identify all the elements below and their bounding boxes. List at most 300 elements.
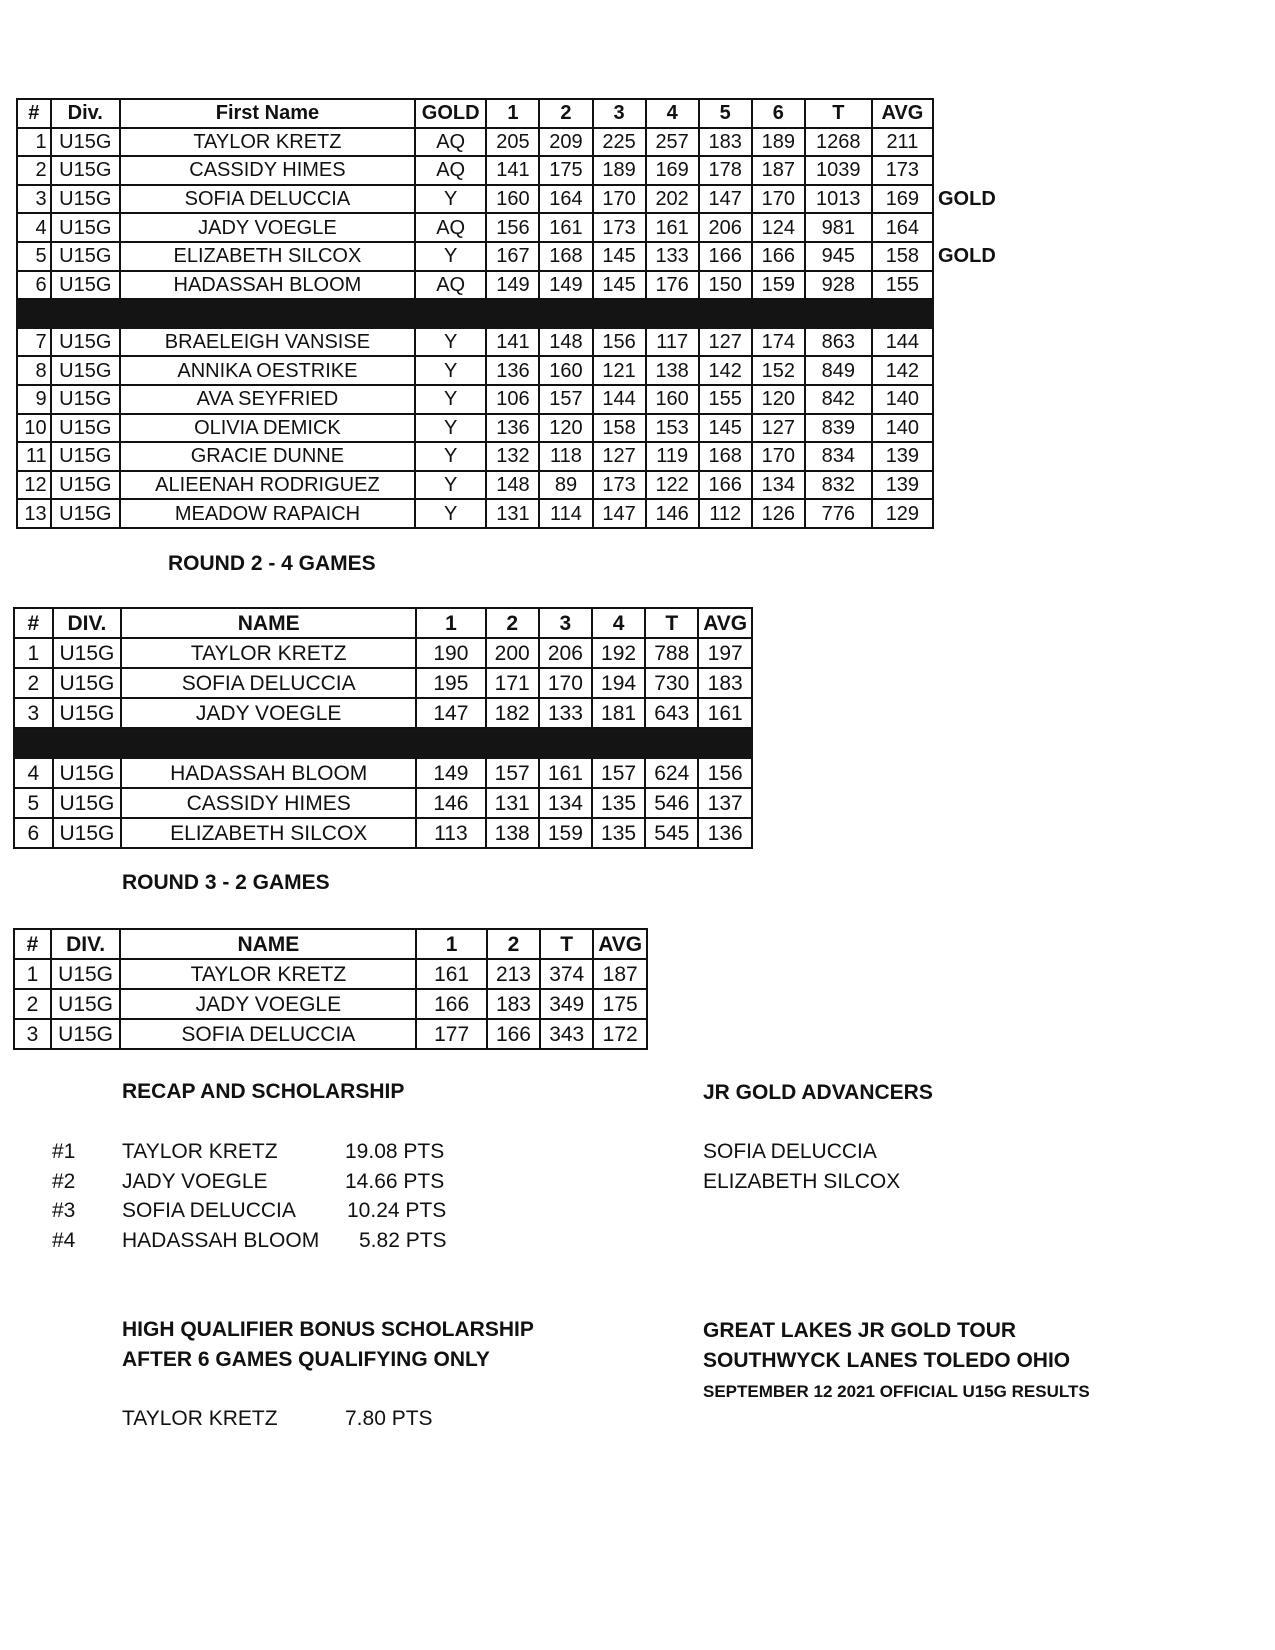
table-cell: 849 [805, 356, 872, 385]
table-cell: 624 [645, 758, 698, 788]
table-cell: U15G [51, 185, 120, 214]
table-cell: U15G [53, 698, 121, 728]
gold-flag-row5: GOLD [938, 245, 996, 267]
table-cell: 124 [752, 213, 805, 242]
col-div-header: DIV. [53, 608, 121, 638]
table-row [17, 471, 933, 500]
table-cell: 160 [486, 185, 539, 214]
table-row [17, 442, 933, 471]
table-cell: 145 [699, 414, 752, 443]
table-row [17, 185, 933, 214]
table-cell: U15G [51, 356, 120, 385]
table-cell: 2 [17, 156, 51, 185]
table-cell: 161 [539, 213, 592, 242]
table-cell: 834 [805, 442, 872, 471]
table-cell: 546 [645, 788, 698, 818]
table-cell: AQ [415, 271, 486, 300]
table-cell: 182 [486, 698, 539, 728]
table-cell: 145 [593, 242, 646, 271]
round1-header-row [17, 99, 933, 128]
table-cell: 146 [646, 499, 699, 528]
table-cell: U15G [53, 818, 121, 848]
table-cell: 113 [416, 818, 485, 848]
table-cell: 175 [539, 156, 592, 185]
table-cell: U15G [51, 989, 120, 1019]
table-cell: 133 [646, 242, 699, 271]
table-cell: 643 [645, 698, 698, 728]
table-cell: 863 [805, 328, 872, 357]
table-cell: 149 [539, 271, 592, 300]
table-cell: 127 [699, 328, 752, 357]
table-cell: 839 [805, 414, 872, 443]
table-row [14, 788, 752, 818]
advancer-name: SOFIA DELUCCIA [703, 1140, 877, 1163]
table-cell: 148 [539, 328, 592, 357]
table-cell: 156 [486, 213, 539, 242]
table-cell: 147 [699, 185, 752, 214]
table-cell: 2 [14, 668, 53, 698]
bonus-name: TAYLOR KRETZ [122, 1407, 278, 1430]
table-cell: 135 [592, 818, 645, 848]
table-cell: 139 [872, 442, 933, 471]
table-cell: 13 [17, 499, 51, 528]
table-cell: 134 [539, 788, 592, 818]
table-cell: 166 [487, 1019, 540, 1049]
table-cell: 170 [593, 185, 646, 214]
table-cell: Y [415, 356, 486, 385]
table-cell: CASSIDY HIMES [120, 156, 415, 185]
table-cell: 166 [752, 242, 805, 271]
event-date-results: SEPTEMBER 12 2021 OFFICIAL U15G RESULTS [703, 1382, 1090, 1401]
recap-rank: #3 [52, 1199, 76, 1222]
table-row [17, 385, 933, 414]
table-cell: 166 [699, 471, 752, 500]
col-game1-header: 1 [416, 608, 485, 638]
col-game5-header: 5 [699, 99, 752, 128]
col-rank-header: # [17, 99, 51, 128]
table-cell: CASSIDY HIMES [121, 788, 416, 818]
table-cell: 161 [698, 698, 752, 728]
table-cell: 5 [17, 242, 51, 271]
table-cell: 175 [593, 989, 647, 1019]
table-cell: 149 [486, 271, 539, 300]
recap-points: 10.24 PTS [347, 1199, 447, 1222]
table-cell: 3 [17, 185, 51, 214]
table-cell: U15G [51, 414, 120, 443]
table-cell: SOFIA DELUCCIA [121, 668, 416, 698]
round3-title: ROUND 3 - 2 GAMES [122, 871, 330, 894]
recap-rank: #2 [52, 1170, 76, 1193]
table-cell: 136 [486, 356, 539, 385]
table-cell: 6 [14, 818, 53, 848]
round2-title: ROUND 2 - 4 GAMES [168, 552, 376, 575]
table-cell: 147 [593, 499, 646, 528]
table-cell: U15G [51, 385, 120, 414]
table-cell: 8 [17, 356, 51, 385]
col-name-header: First Name [120, 99, 415, 128]
table-cell: 194 [592, 668, 645, 698]
table-cell: 150 [699, 271, 752, 300]
cut-line-separator [14, 728, 752, 758]
bonus-title-line1: HIGH QUALIFIER BONUS SCHOLARSHIP [122, 1318, 534, 1341]
table-cell: 120 [539, 414, 592, 443]
table-cell: 164 [872, 213, 933, 242]
table-cell: ELIZABETH SILCOX [120, 242, 415, 271]
table-cell: 138 [486, 818, 539, 848]
table-cell: 139 [872, 471, 933, 500]
table-cell: 200 [486, 638, 539, 668]
table-cell: 2 [14, 989, 51, 1019]
table-cell: 157 [486, 758, 539, 788]
table-cell: 197 [698, 638, 752, 668]
table-row [14, 1019, 647, 1049]
table-cell: U15G [51, 959, 120, 989]
table-cell: 166 [699, 242, 752, 271]
round2-table [13, 607, 753, 849]
table-cell: Y [415, 499, 486, 528]
table-cell: 1 [14, 959, 51, 989]
table-cell: 1268 [805, 128, 872, 157]
table-cell: AQ [415, 213, 486, 242]
table-cell: TAYLOR KRETZ [120, 959, 416, 989]
table-cell: 137 [698, 788, 752, 818]
round2-header-row [14, 608, 752, 638]
col-game2-header: 2 [486, 608, 539, 638]
recap-points: 5.82 PTS [359, 1229, 447, 1252]
col-game2-header: 2 [487, 929, 540, 959]
table-cell: 183 [698, 668, 752, 698]
table-cell: Y [415, 414, 486, 443]
table-cell: 211 [872, 128, 933, 157]
table-cell: 89 [539, 471, 592, 500]
table-cell: 153 [646, 414, 699, 443]
recap-name: HADASSAH BLOOM [122, 1229, 320, 1252]
table-cell: 146 [416, 788, 485, 818]
table-cell: 126 [752, 499, 805, 528]
col-game3-header: 3 [539, 608, 592, 638]
table-cell: 205 [486, 128, 539, 157]
col-div-header: Div. [51, 99, 120, 128]
table-cell: 132 [486, 442, 539, 471]
col-game1-header: 1 [486, 99, 539, 128]
table-cell: 174 [752, 328, 805, 357]
table-cell: AVA SEYFRIED [120, 385, 415, 414]
col-rank-header: # [14, 929, 51, 959]
table-cell: Y [415, 471, 486, 500]
table-cell: 138 [646, 356, 699, 385]
table-cell: 118 [539, 442, 592, 471]
table-cell: U15G [51, 328, 120, 357]
table-row [14, 698, 752, 728]
table-cell: 842 [805, 385, 872, 414]
table-row [17, 242, 933, 271]
table-row [17, 356, 933, 385]
col-game4-header: 4 [646, 99, 699, 128]
table-cell: 183 [487, 989, 540, 1019]
table-row [14, 818, 752, 848]
advancers-title: JR GOLD ADVANCERS [703, 1081, 933, 1104]
table-row [17, 499, 933, 528]
table-cell: 4 [14, 758, 53, 788]
table-row [17, 328, 933, 357]
table-cell: GRACIE DUNNE [120, 442, 415, 471]
table-cell: 170 [752, 185, 805, 214]
table-cell: 127 [752, 414, 805, 443]
table-cell: 120 [752, 385, 805, 414]
table-cell: 161 [646, 213, 699, 242]
table-cell: 213 [487, 959, 540, 989]
table-cell: 173 [872, 156, 933, 185]
table-cell: 170 [752, 442, 805, 471]
table-row [14, 758, 752, 788]
recap-title: RECAP AND SCHOLARSHIP [122, 1080, 405, 1103]
col-game2-header: 2 [539, 99, 592, 128]
col-total-header: T [645, 608, 698, 638]
event-tour-name: GREAT LAKES JR GOLD TOUR [703, 1319, 1017, 1342]
table-cell: 11 [17, 442, 51, 471]
table-cell: 173 [593, 213, 646, 242]
col-game1-header: 1 [416, 929, 486, 959]
table-row [17, 128, 933, 157]
table-cell: U15G [51, 499, 120, 528]
table-cell: 195 [416, 668, 485, 698]
table-cell: 167 [486, 242, 539, 271]
table-cell: HADASSAH BLOOM [121, 758, 416, 788]
table-cell: 6 [17, 271, 51, 300]
table-cell: 144 [593, 385, 646, 414]
cut-line-bar [14, 728, 752, 758]
table-cell: 178 [699, 156, 752, 185]
table-cell: 10 [17, 414, 51, 443]
table-cell: 141 [486, 328, 539, 357]
col-gold-header: GOLD [415, 99, 486, 128]
table-row [14, 989, 647, 1019]
table-cell: 134 [752, 471, 805, 500]
table-cell: 169 [872, 185, 933, 214]
table-row [17, 213, 933, 242]
table-row [17, 271, 933, 300]
table-cell: 1013 [805, 185, 872, 214]
table-cell: TAYLOR KRETZ [121, 638, 416, 668]
table-cell: 159 [539, 818, 592, 848]
table-cell: 136 [486, 414, 539, 443]
table-cell: 1 [17, 128, 51, 157]
table-cell: AQ [415, 128, 486, 157]
table-cell: 129 [872, 499, 933, 528]
table-row [17, 414, 933, 443]
table-cell: HADASSAH BLOOM [120, 271, 415, 300]
table-cell: 114 [539, 499, 592, 528]
table-cell: 171 [486, 668, 539, 698]
cut-line-bar [17, 299, 933, 328]
table-cell: 155 [699, 385, 752, 414]
table-cell: 142 [699, 356, 752, 385]
table-cell: 206 [699, 213, 752, 242]
table-cell: 149 [416, 758, 485, 788]
table-cell: 158 [593, 414, 646, 443]
table-cell: JADY VOEGLE [120, 989, 416, 1019]
recap-points: 14.66 PTS [345, 1170, 445, 1193]
col-name-header: NAME [120, 929, 416, 959]
table-cell: 158 [872, 242, 933, 271]
table-cell: U15G [51, 271, 120, 300]
table-cell: U15G [53, 758, 121, 788]
table-cell: 159 [752, 271, 805, 300]
table-cell: Y [415, 185, 486, 214]
table-cell: 3 [14, 698, 53, 728]
table-cell: BRAELEIGH VANSISE [120, 328, 415, 357]
table-cell: 156 [698, 758, 752, 788]
table-cell: JADY VOEGLE [121, 698, 416, 728]
gold-flag-row3: GOLD [938, 188, 996, 210]
col-game3-header: 3 [593, 99, 646, 128]
table-row [14, 638, 752, 668]
table-cell: SOFIA DELUCCIA [120, 1019, 416, 1049]
table-cell: 135 [592, 788, 645, 818]
table-cell: 140 [872, 414, 933, 443]
table-cell: 189 [593, 156, 646, 185]
recap-rank: #4 [52, 1229, 76, 1252]
table-cell: Y [415, 385, 486, 414]
table-cell: 343 [540, 1019, 593, 1049]
table-cell: 928 [805, 271, 872, 300]
table-cell: 127 [593, 442, 646, 471]
table-cell: U15G [53, 638, 121, 668]
table-cell: 121 [593, 356, 646, 385]
round3-table [13, 928, 648, 1050]
table-cell: 3 [14, 1019, 51, 1049]
table-cell: 225 [593, 128, 646, 157]
table-row [17, 156, 933, 185]
table-cell: U15G [51, 1019, 120, 1049]
table-cell: 177 [416, 1019, 486, 1049]
table-cell: JADY VOEGLE [120, 213, 415, 242]
recap-rank: #1 [52, 1140, 76, 1163]
table-cell: U15G [51, 242, 120, 271]
col-total-header: T [805, 99, 872, 128]
table-cell: 161 [539, 758, 592, 788]
table-cell: 112 [699, 499, 752, 528]
table-cell: 202 [646, 185, 699, 214]
table-cell: 148 [486, 471, 539, 500]
table-cell: TAYLOR KRETZ [120, 128, 415, 157]
col-avg-header: AVG [593, 929, 647, 959]
table-cell: 981 [805, 213, 872, 242]
table-cell: U15G [51, 213, 120, 242]
table-cell: U15G [53, 668, 121, 698]
recap-name: TAYLOR KRETZ [122, 1140, 278, 1163]
table-cell: 168 [539, 242, 592, 271]
table-cell: 190 [416, 638, 485, 668]
table-cell: 117 [646, 328, 699, 357]
table-cell: MEADOW RAPAICH [120, 499, 415, 528]
table-row [14, 668, 752, 698]
table-cell: 832 [805, 471, 872, 500]
table-cell: 164 [539, 185, 592, 214]
col-name-header: NAME [121, 608, 416, 638]
col-avg-header: AVG [698, 608, 752, 638]
table-cell: 192 [592, 638, 645, 668]
table-cell: 122 [646, 471, 699, 500]
table-cell: 136 [698, 818, 752, 848]
table-cell: 157 [539, 385, 592, 414]
col-avg-header: AVG [872, 99, 933, 128]
table-cell: OLIVIA DEMICK [120, 414, 415, 443]
table-cell: 206 [539, 638, 592, 668]
table-cell: ELIZABETH SILCOX [121, 818, 416, 848]
col-rank-header: # [14, 608, 53, 638]
event-venue: SOUTHWYCK LANES TOLEDO OHIO [703, 1349, 1071, 1372]
table-cell: 1 [14, 638, 53, 668]
table-cell: 168 [699, 442, 752, 471]
recap-points: 19.08 PTS [345, 1140, 445, 1163]
table-cell: 106 [486, 385, 539, 414]
table-cell: 155 [872, 271, 933, 300]
table-cell: U15G [51, 156, 120, 185]
recap-name: SOFIA DELUCCIA [122, 1199, 296, 1222]
table-cell: 142 [872, 356, 933, 385]
bonus-points: 7.80 PTS [345, 1407, 433, 1430]
col-div-header: DIV. [51, 929, 120, 959]
table-cell: 545 [645, 818, 698, 848]
table-cell: 141 [486, 156, 539, 185]
cut-line-separator [17, 299, 933, 328]
table-cell: ALIEENAH RODRIGUEZ [120, 471, 415, 500]
table-cell: 160 [646, 385, 699, 414]
table-cell: 1039 [805, 156, 872, 185]
table-cell: U15G [53, 788, 121, 818]
round3-header-row [14, 929, 647, 959]
table-cell: 133 [539, 698, 592, 728]
table-cell: 181 [592, 698, 645, 728]
table-cell: U15G [51, 128, 120, 157]
table-row [14, 959, 647, 989]
table-cell: 140 [872, 385, 933, 414]
table-cell: 788 [645, 638, 698, 668]
table-cell: 147 [416, 698, 485, 728]
table-cell: 176 [646, 271, 699, 300]
table-cell: 187 [593, 959, 647, 989]
table-cell: 131 [486, 499, 539, 528]
table-cell: ANNIKA OESTRIKE [120, 356, 415, 385]
table-cell: Y [415, 242, 486, 271]
table-cell: 152 [752, 356, 805, 385]
table-cell: 172 [593, 1019, 647, 1049]
table-cell: AQ [415, 156, 486, 185]
table-cell: 4 [17, 213, 51, 242]
table-cell: 160 [539, 356, 592, 385]
table-cell: 119 [646, 442, 699, 471]
recap-name: JADY VOEGLE [122, 1170, 268, 1193]
bonus-title-line2: AFTER 6 GAMES QUALIFYING ONLY [122, 1348, 490, 1371]
table-cell: Y [415, 442, 486, 471]
table-cell: 730 [645, 668, 698, 698]
table-cell: 349 [540, 989, 593, 1019]
table-cell: 183 [699, 128, 752, 157]
table-cell: 257 [646, 128, 699, 157]
table-cell: 161 [416, 959, 486, 989]
table-cell: 189 [752, 128, 805, 157]
table-cell: U15G [51, 471, 120, 500]
table-cell: U15G [51, 442, 120, 471]
table-cell: 169 [646, 156, 699, 185]
col-game4-header: 4 [592, 608, 645, 638]
table-cell: 166 [416, 989, 486, 1019]
table-cell: Y [415, 328, 486, 357]
table-cell: 776 [805, 499, 872, 528]
table-cell: 173 [593, 471, 646, 500]
table-cell: 7 [17, 328, 51, 357]
